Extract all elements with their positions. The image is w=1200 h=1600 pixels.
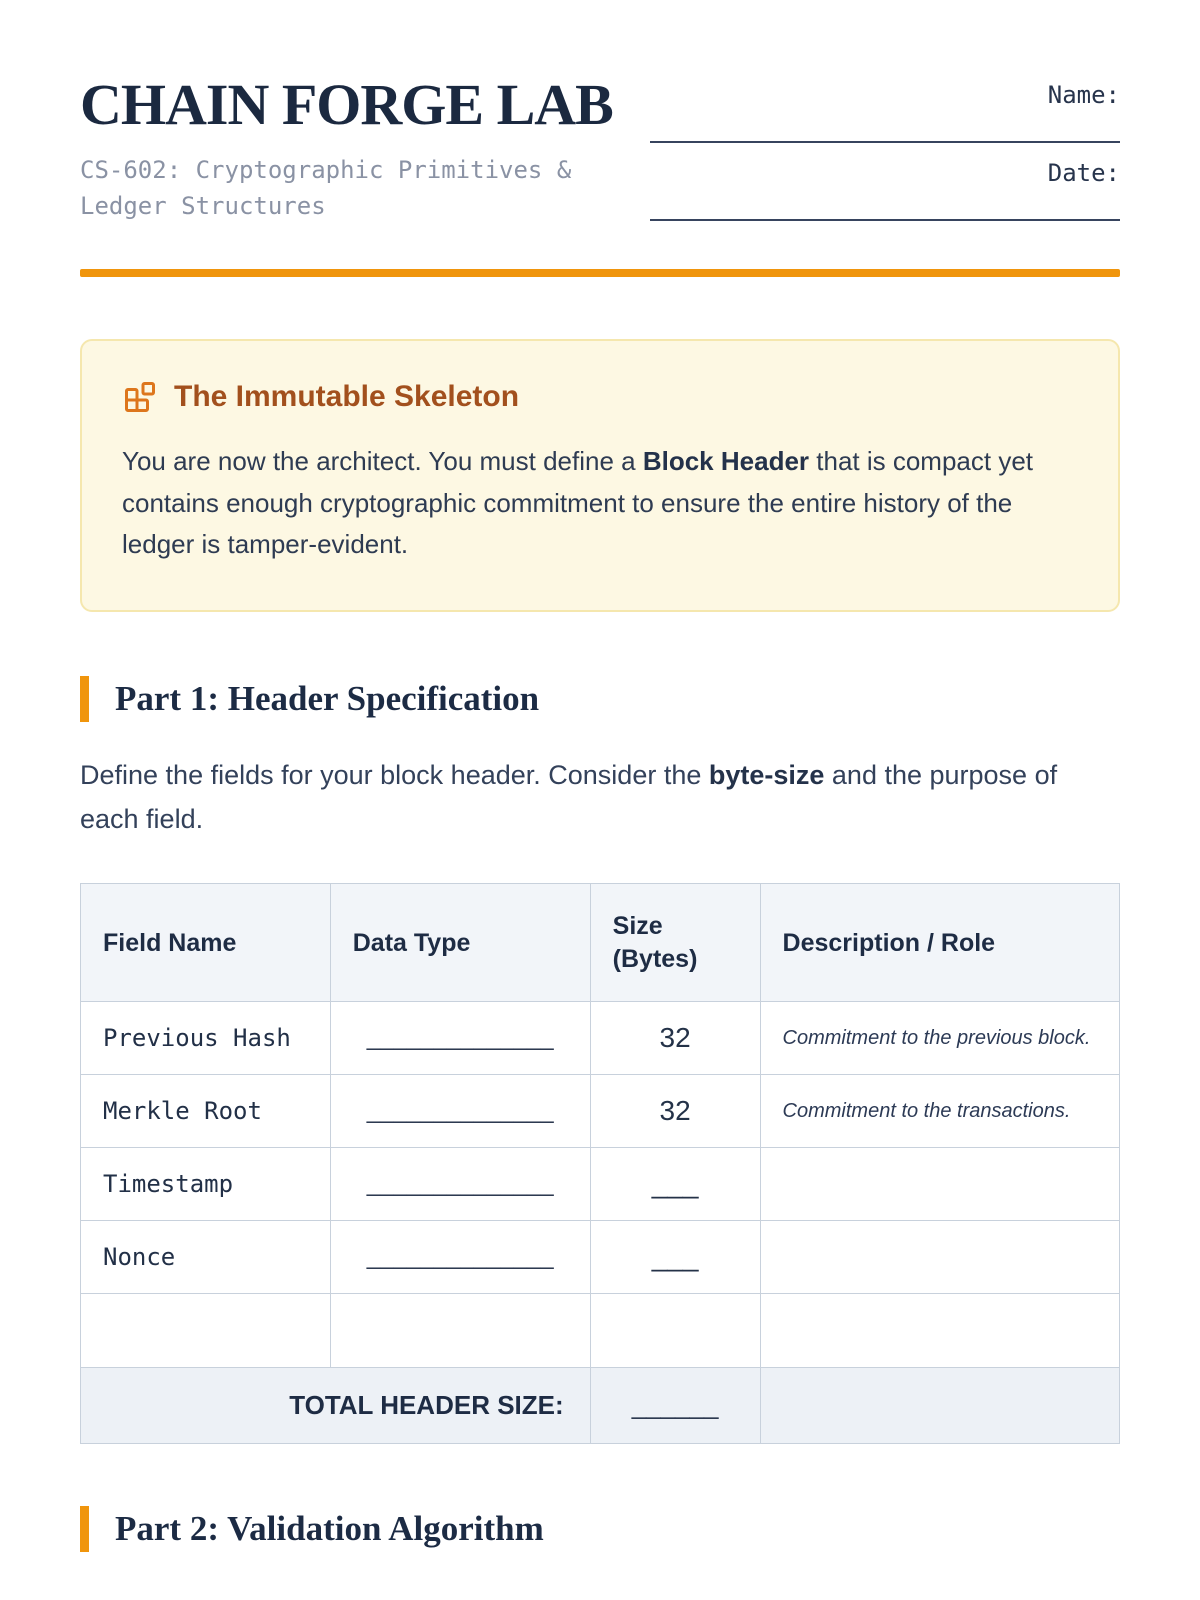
- part2-heading: [80, 1506, 1120, 1552]
- heading-accent-bar: [80, 676, 89, 722]
- description-cell: Commitment to the transactions.: [760, 1075, 1119, 1148]
- data-type-blank: [330, 1294, 590, 1368]
- total-row: [81, 1368, 1120, 1444]
- part2-title: Part 2: Validation Algorithm: [115, 1509, 544, 1549]
- size-cell: [590, 1294, 760, 1368]
- description-cell: [760, 1148, 1119, 1221]
- part1-heading: [80, 676, 1120, 722]
- field-name-cell: Nonce: [81, 1221, 331, 1294]
- col-header-field-name: Field Name: [81, 884, 331, 1002]
- callout-title: The Immutable Skeleton: [174, 380, 520, 413]
- name-label: Name:: [1047, 81, 1120, 109]
- total-header-size-label: TOTAL HEADER SIZE:: [81, 1368, 591, 1444]
- callout-body-post: that is compact yet contains enough cryptographic commitment to ensure the entire history of the ledger is tamper-evident.: [122, 446, 1034, 560]
- doc-header-right: [650, 75, 1120, 237]
- field-name-cell: [81, 1294, 331, 1368]
- field-name-cell: Merkle Root: [81, 1075, 331, 1148]
- table-row: [81, 1148, 1120, 1221]
- part1-intro-post: and the purpose of each field.: [80, 759, 1058, 834]
- callout-body-bold: Block Header: [642, 446, 810, 476]
- description-cell: [760, 1221, 1119, 1294]
- doc-header-left: [80, 72, 640, 237]
- table-row-empty: [81, 1294, 1120, 1368]
- part1-intro: [80, 754, 1100, 841]
- part1-intro-pre: Define the fields for your block header. Consider the: [80, 759, 709, 790]
- callout-box: [80, 339, 1120, 612]
- size-cell: 32: [590, 1002, 760, 1075]
- description-cell: Commitment to the previous block.: [760, 1002, 1119, 1075]
- col-header-size-bytes: Size (Bytes): [590, 884, 760, 1002]
- data-type-blank: ______________: [330, 1221, 590, 1294]
- table-row: [81, 1075, 1120, 1148]
- field-name-cell: Previous Hash: [81, 1002, 331, 1075]
- part1-title: Part 1: Header Specification: [115, 678, 540, 718]
- blocks-icon: [122, 379, 158, 415]
- table-row: [81, 1002, 1120, 1075]
- callout-body-pre: You are now the architect. You must define a: [122, 446, 643, 476]
- total-row-empty-cell: [760, 1368, 1119, 1444]
- data-type-blank: ______________: [330, 1075, 590, 1148]
- data-type-blank: ______________: [330, 1002, 590, 1075]
- heading-accent-bar: [80, 1506, 89, 1552]
- table-header-row: [81, 884, 1120, 1002]
- header-spec-table: [80, 883, 1120, 1444]
- size-blank: ___: [590, 1221, 760, 1294]
- date-blank-line: [650, 219, 1120, 221]
- col-header-description: Description / Role: [760, 884, 1119, 1002]
- name-blank-line: [650, 141, 1120, 143]
- callout-header: [122, 379, 1078, 415]
- table-row: [81, 1221, 1120, 1294]
- total-size-blank: ______: [590, 1368, 760, 1444]
- size-cell: 32: [590, 1075, 760, 1148]
- name-field: [650, 81, 1120, 143]
- date-label: Date:: [1047, 159, 1120, 187]
- col-header-data-type: Data Type: [330, 884, 590, 1002]
- doc-header: [80, 72, 1120, 237]
- course-subtitle: CS-602: Cryptographic Primitives & Ledger Structures: [80, 155, 572, 220]
- doc-title: CHAIN FORGE LAB: [80, 72, 613, 137]
- size-blank: ___: [590, 1148, 760, 1221]
- callout-body: [122, 441, 1072, 566]
- data-type-blank: ______________: [330, 1148, 590, 1221]
- description-cell: [760, 1294, 1119, 1368]
- accent-divider: [80, 269, 1120, 277]
- date-field: [650, 159, 1120, 221]
- field-name-cell: Timestamp: [81, 1148, 331, 1221]
- part1-intro-bold: byte-size: [708, 759, 825, 790]
